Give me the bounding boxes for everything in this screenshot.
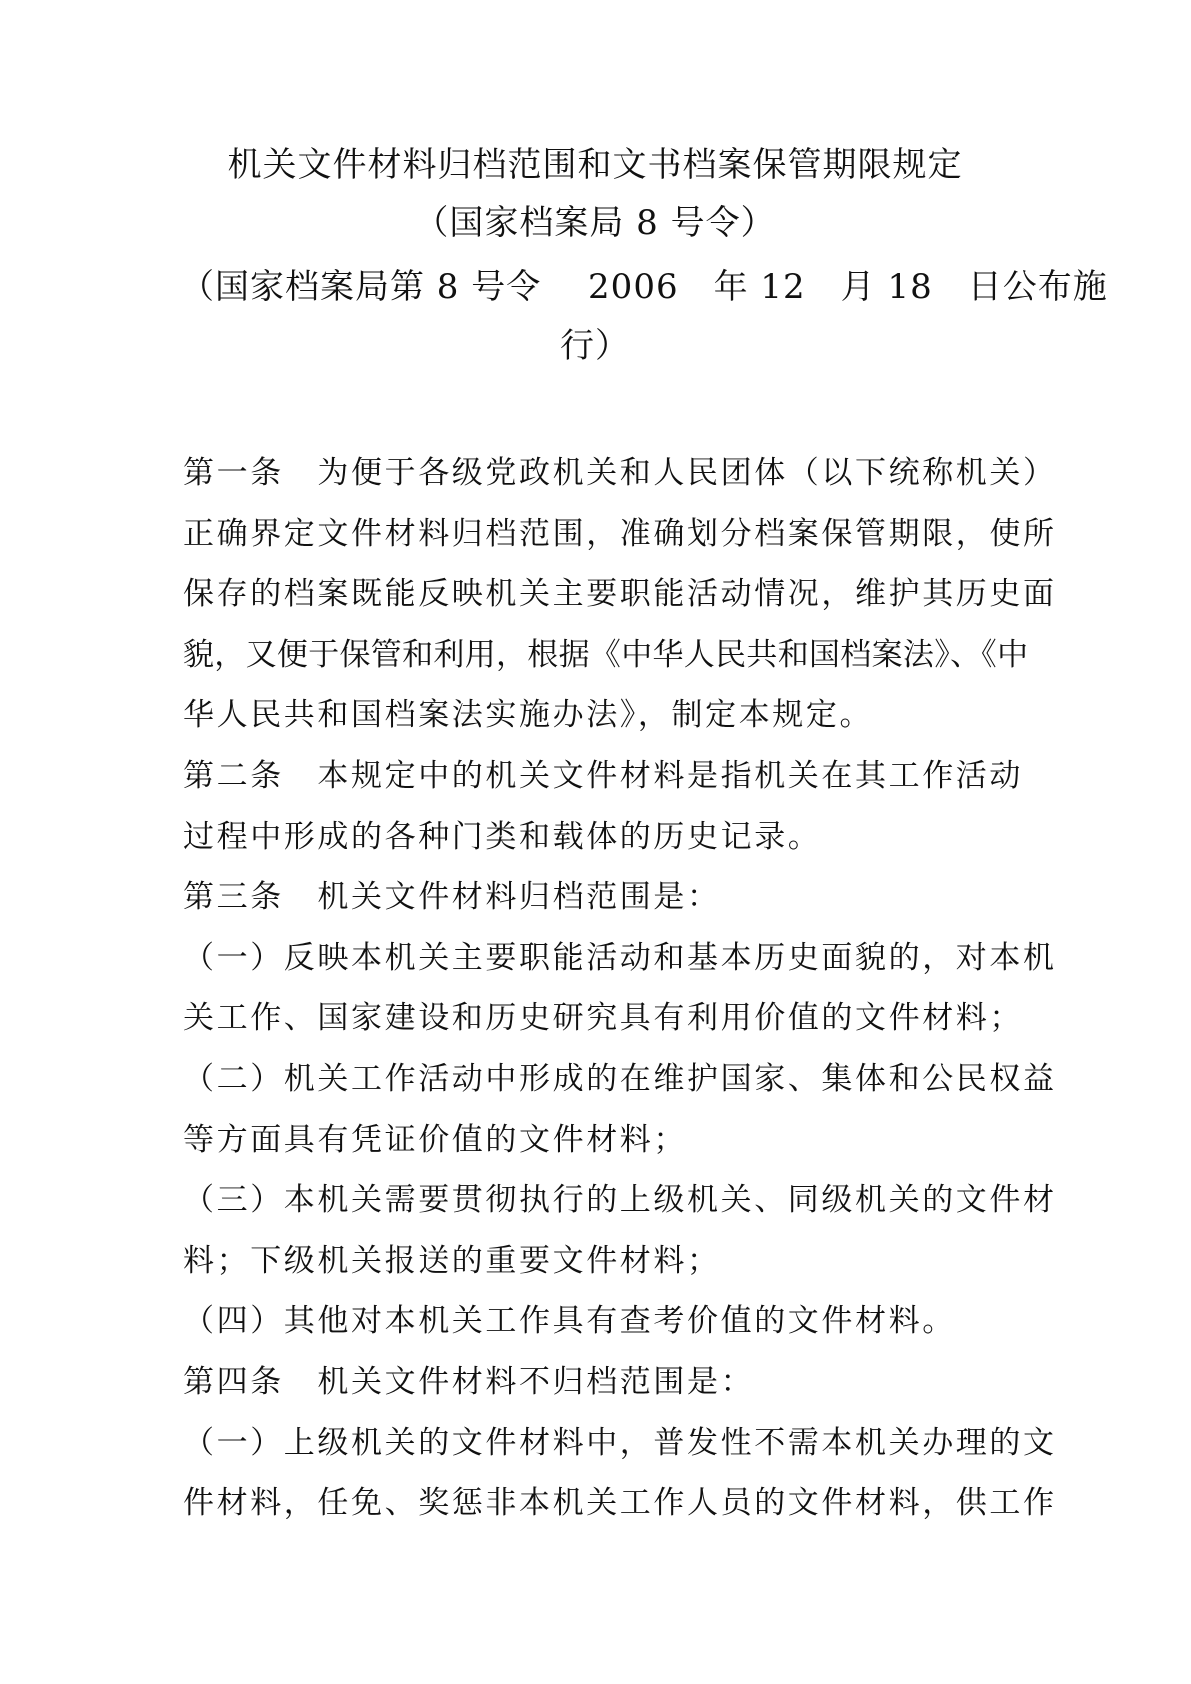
document-title [180, 136, 1010, 252]
body-line: （二）机关工作活动中形成的在维护国家、集体和公民权益 [183, 1060, 1057, 1097]
body-line: 等方面具有凭证价值的文件材料； [183, 1121, 687, 1158]
body-line: 料；下级机关报送的重要文件材料； [183, 1242, 721, 1279]
title-line-2: （国家档案局 8 号令） [414, 203, 776, 243]
body-line: 保存的档案既能反映机关主要职能活动情况，维护其历史面 [183, 576, 1057, 613]
body-line: （四）其他对本机关工作具有查考价值的文件材料。 [183, 1303, 956, 1340]
body-line: 貌，又便于保管和利用，根据《中华人民共和国档案法》、《中 [183, 636, 1029, 673]
body-line: 华人民共和国档案法实施办法》，制定本规定。 [183, 697, 874, 734]
body-line: 件材料，任免、奖惩非本机关工作人员的文件材料，供工作 [183, 1485, 1057, 1522]
issuance-note-line-1: （国家档案局第 8 号令 2006 年 12 月 18 日公布施 [180, 267, 1108, 307]
body-line: 正确界定文件材料归档范围，准确划分档案保管期限，使所 [183, 515, 1057, 552]
title-line-1: 机关文件材料归档范围和文书档案保管期限规定 [227, 145, 963, 185]
body-line: 第二条 本规定中的机关文件材料是指机关在其工作活动 [183, 757, 1023, 794]
body-line: 第四条 机关文件材料不归档范围是： [183, 1363, 755, 1400]
body-line: 第一条 为便于各级党政机关和人民团体（以下统称机关） [183, 455, 1057, 491]
issuance-note [180, 258, 1108, 376]
body-line: （一）上级机关的文件材料中，普发性不需本机关办理的文 [183, 1424, 1057, 1461]
body-line: （三）本机关需要贯彻执行的上级机关、同级机关的文件材 [183, 1182, 1057, 1219]
document-body [183, 443, 1057, 1534]
issuance-note-line-2: 行） [560, 326, 630, 366]
body-line: 第三条 机关文件材料归档范围是： [183, 879, 721, 916]
body-line: 过程中形成的各种门类和载体的历史记录。 [183, 818, 822, 855]
body-line: （一）反映本机关主要职能活动和基本历史面貌的，对本机 [183, 939, 1057, 976]
body-line: 关工作、国家建设和历史研究具有利用价值的文件材料； [183, 1000, 1023, 1037]
